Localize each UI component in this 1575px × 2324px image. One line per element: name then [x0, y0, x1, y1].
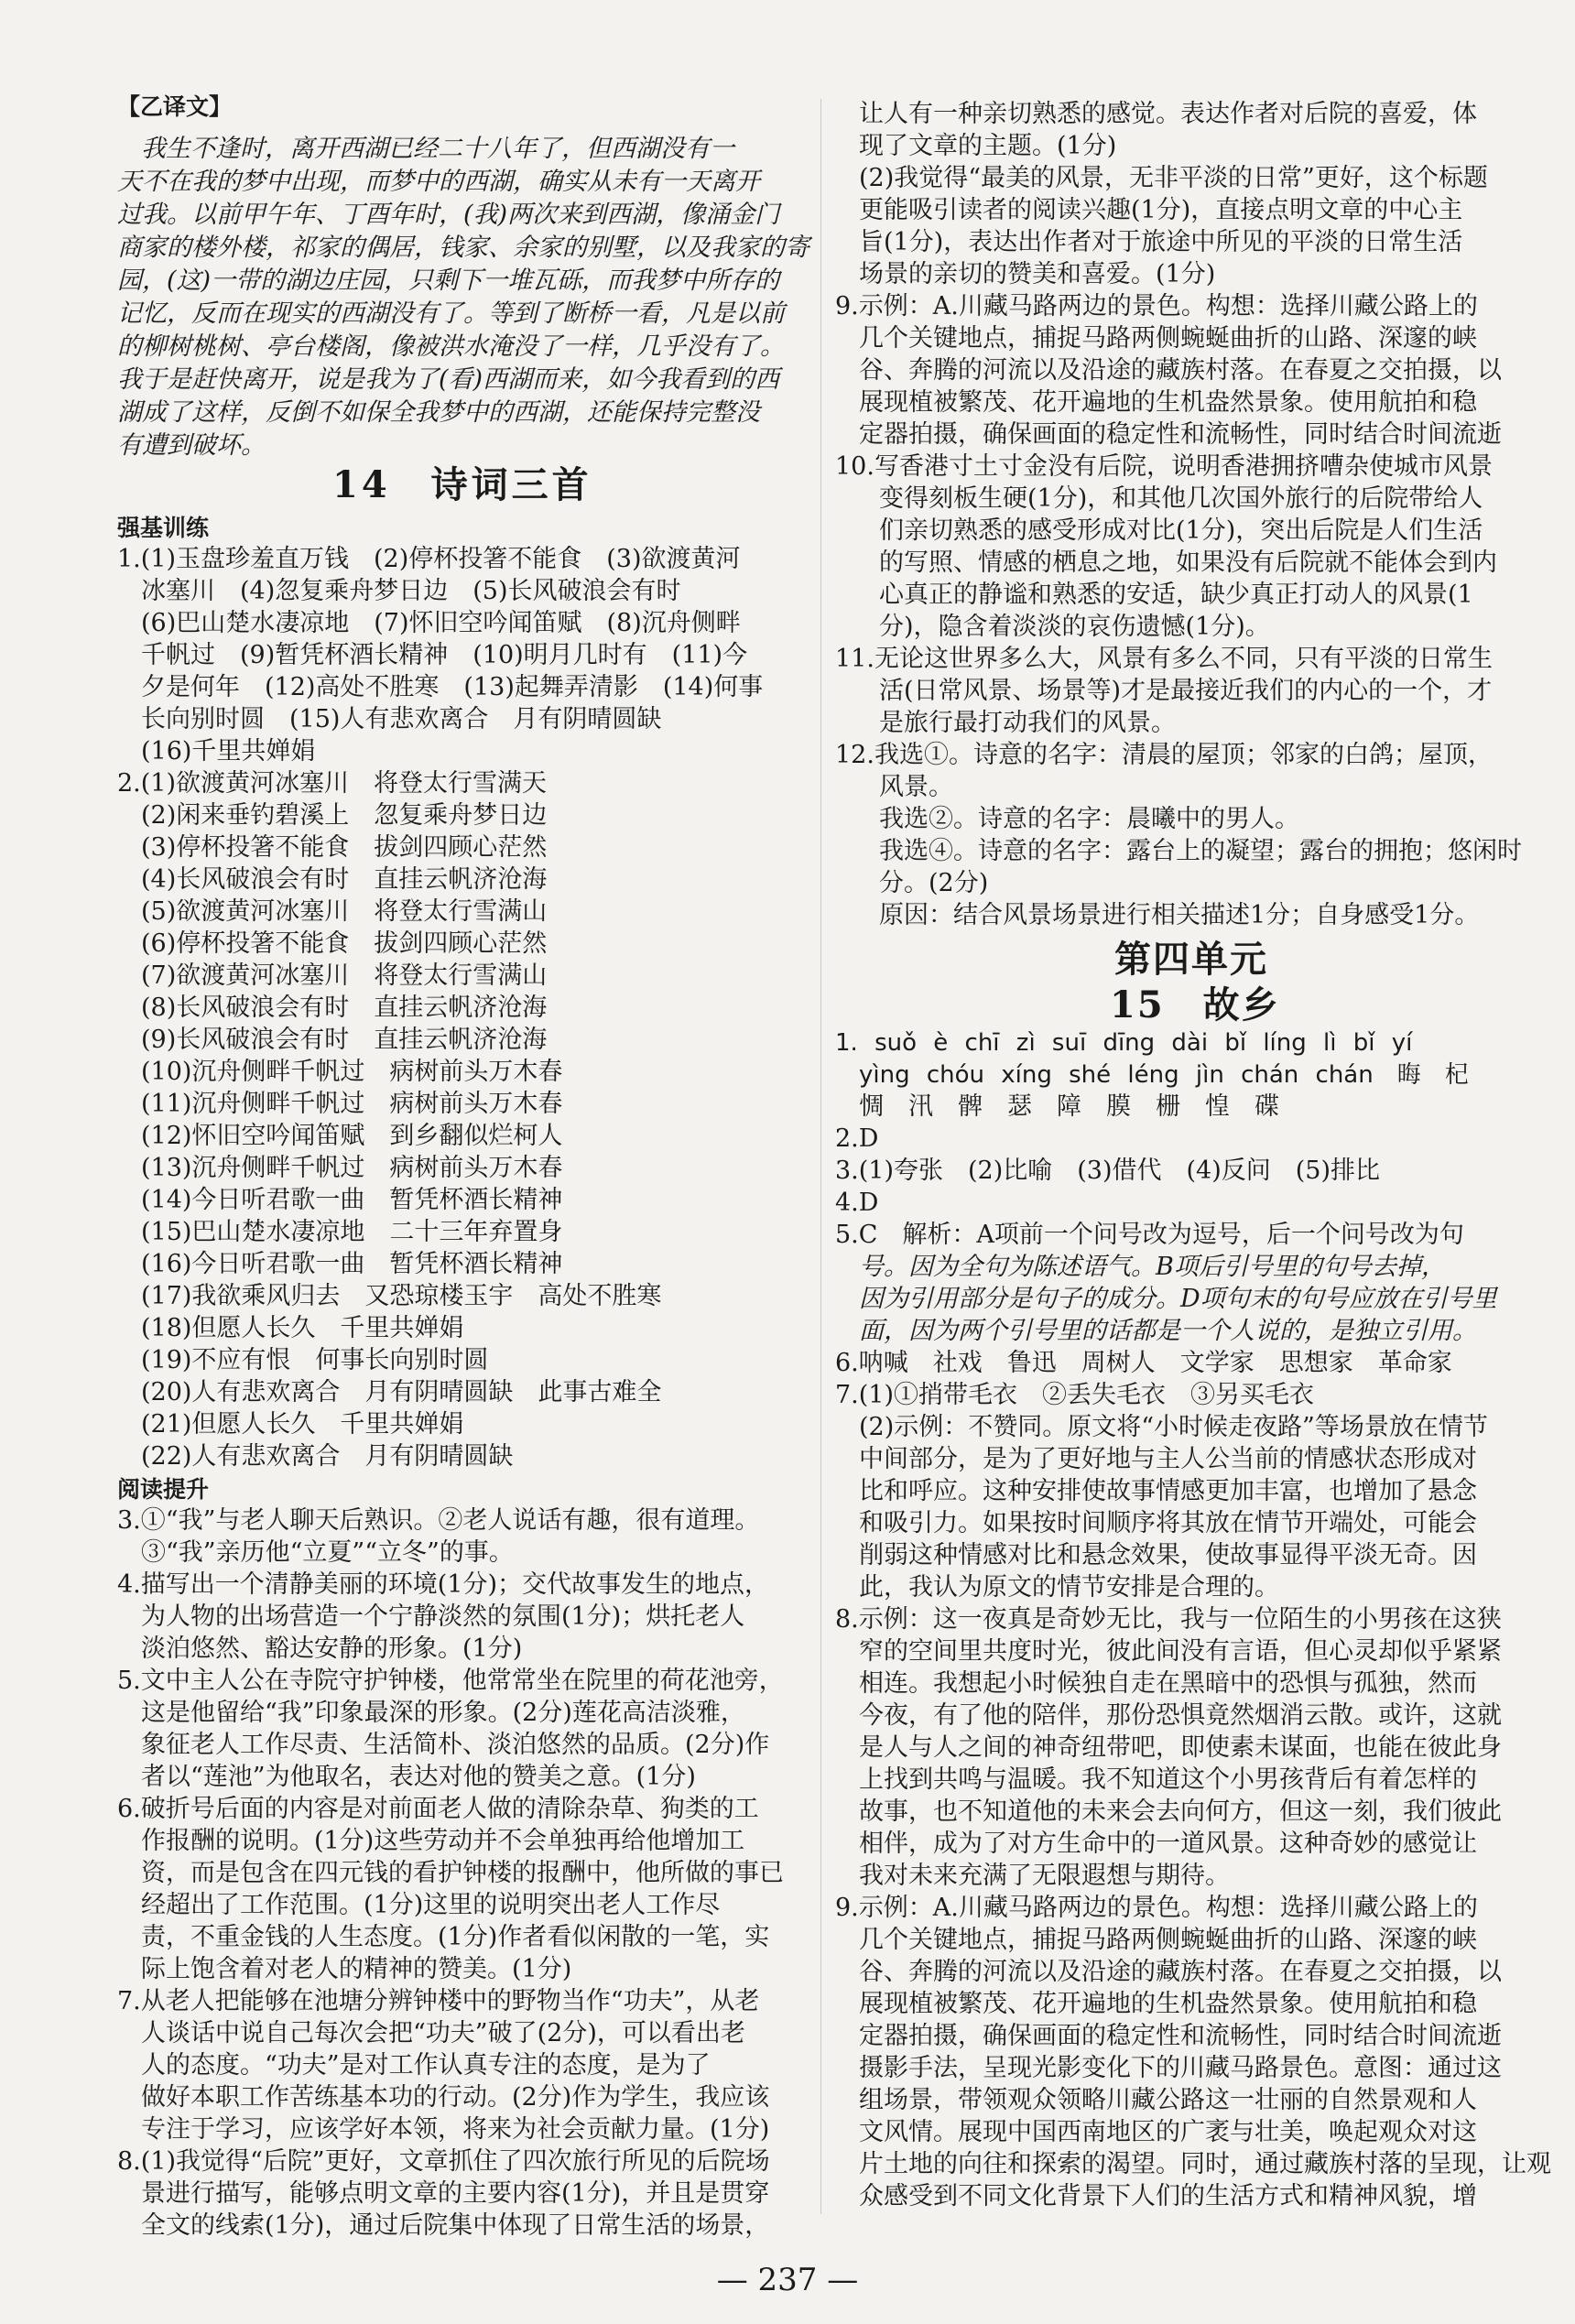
q2-line: (7)欲渡黄河冰塞川 将登太行雪满山	[141, 961, 548, 990]
r-q12-line: 原因：结合风景场景进行相关描述1分；自身感受1分。	[879, 901, 1480, 929]
q5-line: 象征老人工作尽责、生活简朴、淡泊悠然的品质。(2分)作	[141, 1731, 770, 1759]
r15-q8-line: 故事，也不知道他的未来会去向何方，但这一刻，我们彼此	[859, 1797, 1502, 1826]
r15-q9-line: 众感受到不同文化背景下人们的生活方式和精神风貌，增	[859, 2182, 1477, 2210]
q4-line: 为人物的出场营造一个宁静淡然的氛围(1分)；烘托老人	[141, 1602, 745, 1631]
pinyin-line: yìng chóu xíng shé léng jìn chán chán 晦 杞	[859, 1061, 1469, 1089]
r-q10-line: 变得刻板生硬(1分)，和其他几次国外旅行的后院带给人	[879, 484, 1483, 513]
r-q8-line: 场景的亲切的赞美和喜爱。(1分)	[859, 260, 1216, 288]
q5-line: 5.文中主人公在寺院守护钟楼，他常常坐在院里的荷花池旁，	[117, 1667, 784, 1695]
section-qiangji: 强基训练	[117, 515, 210, 541]
q2-line: (6)停杯投箸不能食 拔剑四顾心茫然	[141, 929, 548, 958]
r-q8-line: 旨(1分)，表达出作者对于旅途中所见的平淡的日常生活	[859, 228, 1463, 256]
q2-line: (22)人有悲欢离合 月有阴晴圆缺	[141, 1442, 514, 1471]
q7-line: 做好本职工作苦练基本功的行动。(2分)作为学生，我应该	[141, 2083, 770, 2112]
r15-q8-line: 上找到共鸣与温暖。我不知道这个小男孩背后有着怎样的	[859, 1765, 1477, 1794]
r15-q2: 2.D	[835, 1124, 879, 1153]
r15-q8-line: 相连。我想起小时候独自走在黑暗中的恐惧与孤独，然而	[859, 1669, 1477, 1698]
r-q9-line: 几个关键地点，捕捉马路两侧蜿蜒曲折的山路、深邃的峡	[859, 324, 1477, 353]
r15-q8-line: 是人与人之间的神奇纽带吧，即使素未谋面，也能在彼此身	[859, 1733, 1502, 1762]
r15-q7-line: 中间部分，是为了更好地与主人公当前的情感状态形成对	[859, 1445, 1477, 1473]
yi-line: 商家的楼外楼，祁家的偶居，钱家、余家的别墅，以及我家的寄	[117, 233, 809, 262]
q2-line: 2.(1)欲渡黄河冰塞川 将登太行雪满天	[117, 769, 548, 798]
q1-line: (6)巴山楚水凄凉地 (7)怀旧空吟闻笛赋 (8)沉舟侧畔	[141, 609, 741, 637]
r15-q7-line: 和吸引力。如果按时间顺序将其放在情节开端处，可能会	[859, 1509, 1477, 1537]
yi-translation-heading: 【乙译文】	[117, 93, 233, 120]
q4-line: 淡泊悠然、豁达安静的形象。(1分)	[141, 1634, 523, 1663]
r15-q9-line: 文风情。展现中国西南地区的广袤与壮美，唤起观众对这	[859, 2118, 1477, 2146]
r15-q9-line: 9.示例：A.川藏马路两边的景色。构想：选择川藏公路上的	[835, 1894, 1478, 1922]
q2-line: (18)但愿人长久 千里共婵娟	[141, 1314, 464, 1342]
r-q9-line: 定器拍摄，确保画面的稳定性和流畅性，同时结合时间流逝	[859, 420, 1502, 449]
r-q10-line: 的写照、情感的栖息之地，如果没有后院就不能体会到内	[879, 548, 1497, 577]
q8-line: 全文的线索(1分)，通过后院集中体现了日常生活的场景，	[141, 2211, 770, 2240]
q6-line: 作报酬的说明。(1分)这些劳动并不会单独再给他增加工	[141, 1827, 745, 1855]
r-q12-line: 分。(2分)	[879, 869, 989, 897]
q2-line: (10)沉舟侧畔千帆过 病树前头万木春	[141, 1058, 563, 1086]
page-number: — 237 —	[716, 2262, 859, 2298]
r-q9-line: 9.示例：A.川藏马路两边的景色。构想：选择川藏公路上的	[835, 292, 1478, 320]
r-q12-line: 12.我选①。诗意的名字：清晨的屋顶；邻家的白鸽；屋顶，	[835, 741, 1493, 769]
r15-q7-line: 削弱这种情感对比和悬念效果，使故事显得平淡无奇。因	[859, 1541, 1477, 1569]
r15-q8-line: 8.示例：这一夜真是奇妙无比，我与一位陌生的小男孩在这狭	[835, 1605, 1502, 1634]
q2-line: (3)停杯投箸不能食 拔剑四顾心茫然	[141, 833, 548, 862]
r15-q8-line: 相伴，成为了对方生命中的一道风景。这种奇妙的感觉让	[859, 1830, 1477, 1858]
r-q11-line: 是旅行最打动我们的风景。	[879, 709, 1176, 737]
r-q10-line: 们亲切熟悉的感受形成对比(1分)，突出后院是人们生活	[879, 516, 1483, 545]
r15-q9-line: 谷、奔腾的河流以及沿途的藏族村落。在春夏之交拍摄，以	[859, 1958, 1502, 1986]
q2-line: (13)沉舟侧畔千帆过 病树前头万木春	[141, 1154, 563, 1182]
r-q12-line: 我选④。诗意的名字：露台上的凝望；露台的拥抱；悠闲时	[879, 837, 1522, 865]
q2-line: (11)沉舟侧畔千帆过 病树前头万木春	[141, 1090, 563, 1118]
r-q10-line: 分)，隐含着淡淡的哀伤遗憾(1分)。	[879, 613, 1270, 641]
q7-line: 专注于学习，应该学好本领，将来为社会贡献力量。(1分)	[141, 2115, 770, 2144]
r-q12-line: 风景。	[879, 773, 953, 801]
q6-line: 际上饱含着对老人的精神的赞美。(1分)	[141, 1955, 572, 1983]
pinyin-chars: 惆 汛 髀 瑟 障 膜 栅 惶 碟	[859, 1092, 1279, 1121]
r15-q8-line: 我对未来充满了无限遐想与期待。	[859, 1862, 1230, 1890]
q3-line: ③“我”亲历他“立夏”“立冬”的事。	[141, 1538, 514, 1567]
q2-line: (5)欲渡黄河冰塞川 将登太行雪满山	[141, 897, 548, 926]
column-divider	[820, 99, 821, 2214]
r-q8-line: 让人有一种亲切熟悉的感觉。表达作者对后院的喜爱，体	[859, 100, 1477, 128]
r15-q9-line: 摄影手法，呈现光影变化下的川藏马路景色。意图：通过这	[859, 2054, 1502, 2082]
q5-line: 者以“莲池”为他取名，表达对他的赞美之意。(1分)	[141, 1763, 696, 1791]
yi-line: 湖成了这样，反倒不如保全我梦中的西湖，还能保持完整没	[117, 398, 760, 427]
r-q11-line: 11.无论这世界多么大，风景有多么不同，只有平淡的日常生	[835, 645, 1493, 673]
q2-line: (17)我欲乘风归去 又恐琼楼玉宇 高处不胜寒	[141, 1282, 662, 1310]
q6-line: 6.破折号后面的内容是对前面老人做的清除杂草、狗类的工	[117, 1795, 759, 1823]
r15-q6: 6.呐喊 社戏 鲁迅 周树人 文学家 思想家 革命家	[835, 1349, 1452, 1377]
q2-line: (15)巴山楚水凄凉地 二十三年弃置身	[141, 1218, 563, 1246]
q1-line: 夕是何年 (12)高处不胜寒 (13)起舞弄清影 (14)何事	[141, 673, 764, 701]
r15-q9-line: 组场景，带领观众领略川藏公路这一壮丽的自然景观和人	[859, 2086, 1477, 2114]
r-q8-line: (2)我觉得“最美的风景，无非平淡的日常”更好，这个标题	[859, 164, 1488, 192]
section-yuedu: 阅读提升	[117, 1476, 210, 1503]
q2-line: (21)但愿人长久 千里共婵娟	[141, 1410, 464, 1439]
q1-line: 冰塞川 (4)忽复乘舟梦日边 (5)长风破浪会有时	[141, 577, 681, 605]
q7-line: 7.从老人把能够在池塘分辨钟楼中的野物当作“功夫”，从老	[117, 1987, 760, 2015]
r-q10-line: 10.写香港寸土寸金没有后院，说明香港拥挤嘈杂使城市风景	[835, 452, 1493, 481]
q2-line: (12)怀旧空吟闻笛赋 到乡翻似烂柯人	[141, 1122, 563, 1150]
lesson-14-title: 14 诗词三首	[332, 463, 592, 506]
q4-line: 4.描写出一个清静美丽的环境(1分)；交代故事发生的地点，	[117, 1570, 770, 1599]
r15-q5-line: 号。因为全句为陈述语气。B项后引号里的句号去掉，	[859, 1253, 1446, 1281]
r15-q5-line: 5.C 解析：A项前一个问号改为逗号，后一个问号改为句	[835, 1221, 1464, 1249]
r15-q7-line: 此，我认为原文的情节安排是合理的。	[859, 1573, 1279, 1602]
r15-q9-line: 展现植被繁茂、花开遍地的生机盎然景象。使用航拍和稳	[859, 1990, 1477, 2018]
pinyin-line: 1. suǒ è chī zì suī dīng dài bǐ líng lì bǐ yí	[835, 1029, 1413, 1057]
r15-q9-line: 定器拍摄，确保画面的稳定性和流畅性，同时结合时间流逝	[859, 2022, 1502, 2050]
q2-line: (16)今日听君歌一曲 暂凭杯酒长精神	[141, 1250, 563, 1278]
q2-line: (20)人有悲欢离合 月有阴晴圆缺 此事古难全	[141, 1378, 662, 1406]
q1-line: 长向别时圆 (15)人有悲欢离合 月有阴晴圆缺	[141, 705, 662, 733]
q1-line: 1.(1)玉盘珍羞直万钱 (2)停杯投箸不能食 (3)欲渡黄河	[117, 545, 741, 573]
yi-line: 园，(这)一带的湖边庄园，只剩下一堆瓦砾，而我梦中所存的	[117, 266, 780, 295]
r-q8-line: 现了文章的主题。(1分)	[859, 132, 1117, 160]
yi-line: 我生不逢时，离开西湖已经二十八年了，但西湖没有一	[141, 135, 734, 163]
q7-line: 人的态度。“功夫”是对工作认真专注的态度，是为了	[141, 2051, 711, 2080]
r15-q7-line: 比和呼应。这种安排使故事情感更加丰富，也增加了悬念	[859, 1477, 1477, 1505]
r15-q9-line: 几个关键地点，捕捉马路两侧蜿蜒曲折的山路、深邃的峡	[859, 1926, 1477, 1954]
q2-line: (14)今日听君歌一曲 暂凭杯酒长精神	[141, 1186, 563, 1214]
r-q9-line: 展现植被繁茂、花开遍地的生机盎然景象。使用航拍和稳	[859, 388, 1477, 417]
r15-q8-line: 今夜，有了他的陪伴，那份恐惧竟然烟消云散。或许，这就	[859, 1701, 1502, 1730]
r-q10-line: 心真正的静谧和熟悉的安适，缺少真正打动人的风景(1	[879, 581, 1473, 609]
r15-q4: 4.D	[835, 1189, 879, 1217]
q6-line: 责，不重金钱的人生态度。(1分)作者看似闲散的一笔，实	[141, 1923, 770, 1951]
r15-q7-line: 7.(1)①捎带毛衣 ②丢失毛衣 ③另买毛衣	[835, 1381, 1315, 1409]
lesson-15-title: 15 故乡	[1110, 983, 1280, 1026]
unit-4-title: 第四单元	[1114, 938, 1268, 981]
q6-line: 经超出了工作范围。(1分)这里的说明突出老人工作尽	[141, 1891, 721, 1919]
q8-line: 景进行描写，能够点明文章的主要内容(1分)，并且是贯穿	[141, 2179, 770, 2208]
q2-line: (9)长风破浪会有时 直挂云帆济沧海	[141, 1026, 548, 1054]
r15-q9-line: 片土地的向往和探索的渴望。同时，通过藏族村落的呈现，让观	[859, 2150, 1551, 2178]
q1-line: 千帆过 (9)暂凭杯酒长精神 (10)明月几时有 (11)今	[141, 641, 748, 669]
yi-line: 记忆，反而在现实的西湖没有了。等到了断桥一看，凡是以前	[117, 299, 785, 328]
r15-q8-line: 窄的空间里共度时光，彼此间没有言语，但心灵却似乎紧紧	[859, 1637, 1502, 1666]
q3-line: 3.①“我”与老人聊天后熟识。②老人说话有趣，很有道理。	[117, 1506, 760, 1535]
r-q8-line: 更能吸引读者的阅读兴趣(1分)，直接点明文章的中心主	[859, 196, 1463, 224]
yi-line: 天不在我的梦中出现，而梦中的西湖，确实从未有一天离开	[117, 168, 760, 196]
r15-q3: 3.(1)夸张 (2)比喻 (3)借代 (4)反问 (5)排比	[835, 1157, 1380, 1185]
q7-line: 人谈话中说自己每次会把“功夫”破了(2分)，可以看出老	[141, 2019, 745, 2047]
r-q11-line: 活(日常风景、场景等)才是最接近我们的内心的一个，才	[879, 677, 1493, 705]
r-q9-line: 谷、奔腾的河流以及沿途的藏族村落。在春夏之交拍摄，以	[859, 356, 1502, 385]
q1-line: (16)千里共婵娟	[141, 737, 316, 766]
r15-q5-line: 因为引用部分是句子的成分。D项句末的句号应放在引号里	[859, 1285, 1497, 1313]
yi-line: 我于是赶快离开，说是我为了(看)西湖而来，如今我看到的西	[117, 365, 780, 394]
q8-line: 8.(1)我觉得“后院”更好，文章抓住了四次旅行所见的后院场	[117, 2147, 770, 2176]
q2-line: (19)不应有恨 何事长向别时圆	[141, 1346, 489, 1374]
yi-line: 的柳树桃树、亭台楼阁，像被洪水淹没了一样，几乎没有了。	[117, 332, 785, 361]
yi-line: 过我。以前甲午年、丁酉年时，(我)两次来到西湖，像涌金门	[117, 201, 780, 229]
r-q12-line: 我选②。诗意的名字：晨曦中的男人。	[879, 805, 1299, 833]
yi-line: 有遭到破坏。	[117, 431, 266, 460]
r15-q5-line: 面，因为两个引号里的话都是一个人说的，是独立引用。	[859, 1317, 1477, 1345]
q2-line: (8)长风破浪会有时 直挂云帆济沧海	[141, 994, 548, 1022]
q5-line: 这是他留给“我”印象最深的形象。(2分)莲花高洁淡雅，	[141, 1699, 745, 1727]
q2-line: (4)长风破浪会有时 直挂云帆济沧海	[141, 865, 548, 894]
r15-q7-line: (2)示例：不赞同。原文将“小时候走夜路”等场景放在情节	[859, 1413, 1488, 1441]
q6-line: 资，而是包含在四元钱的看护钟楼的报酬中，他所做的事已	[141, 1859, 784, 1887]
q2-line: (2)闲来垂钓碧溪上 忽复乘舟梦日边	[141, 801, 548, 830]
